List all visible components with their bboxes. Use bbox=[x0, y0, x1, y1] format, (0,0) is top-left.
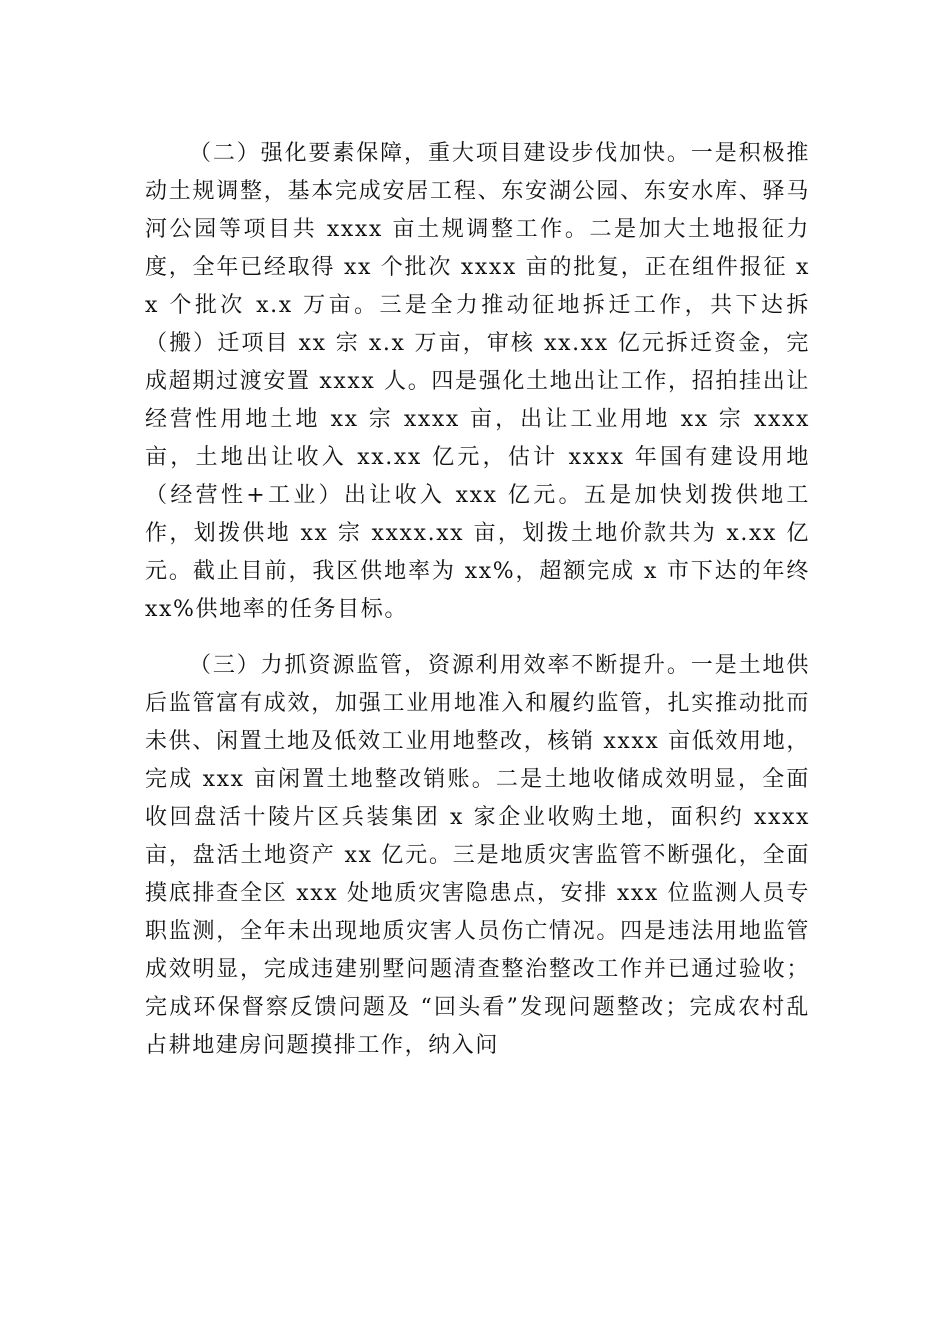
document-body bbox=[145, 135, 810, 1065]
paragraph-section-2: （二）强化要素保障，重大项目建设步伐加快。一是积极推动土规调整，基本完成安居工程、东安湖公园、东安水库、驿马河公园等项目共 xxxx 亩土规调整工作。二是加大土地报征力度，全年已经取得 xx 个批次 xxxx 亩的批复，正在组件报征 xx 个批次 x.x 万亩。三是全力推动征地拆迁工作，共下达拆（搬）迁项目 xx 宗 x.x 万亩，审核 xx.xx 亿元拆迁资金，完成超期过渡安置 xxxx 人。四是强化土地出让工作，招拍挂出让经营性用地土地 xx 宗 xxxx 亩，出让工业用地 xx 宗 xxxx 亩，土地出让收入 xx.xx 亿元，估计 xxxx 年国有建设用地（经营性+工业）出让收入 xxx 亿元。五是加快划拨供地工作，划拨供地 xx 宗 xxxx.xx 亩，划拨土地价款共为 x.xx 亿元。截止目前，我区供地率为 xx%，超额完成 x 市下达的年终 xx%供地率的任务目标。 bbox=[145, 141, 810, 622]
paragraph-section-3: （三）力抓资源监管，资源利用效率不断提升。一是土地供后监管富有成效，加强工业用地准入和履约监管，扎实推动批而未供、闲置土地及低效工业用地整改，核销 xxxx 亩低效用地，完成 xxx 亩闲置土地整改销账。二是土地收储成效明显，全面收回盘活十陵片区兵装集团 x 家企业收购土地，面积约 xxxx 亩，盘活土地资产 xx 亿元。三是地质灾害监管不断强化，全面摸底排查全区 xxx 处地质灾害隐患点，安排 xxx 位监测人员专职监测，全年未出现地质灾害人员伤亡情况。四是违法用地监管成效明显，完成违建别墅问题清查整治整改工作并已通过验收；完成环保督察反馈问题及 “回头看”发现问题整改；完成农村乱占耕地建房问题摸排工作，纳入问 bbox=[145, 653, 810, 1058]
